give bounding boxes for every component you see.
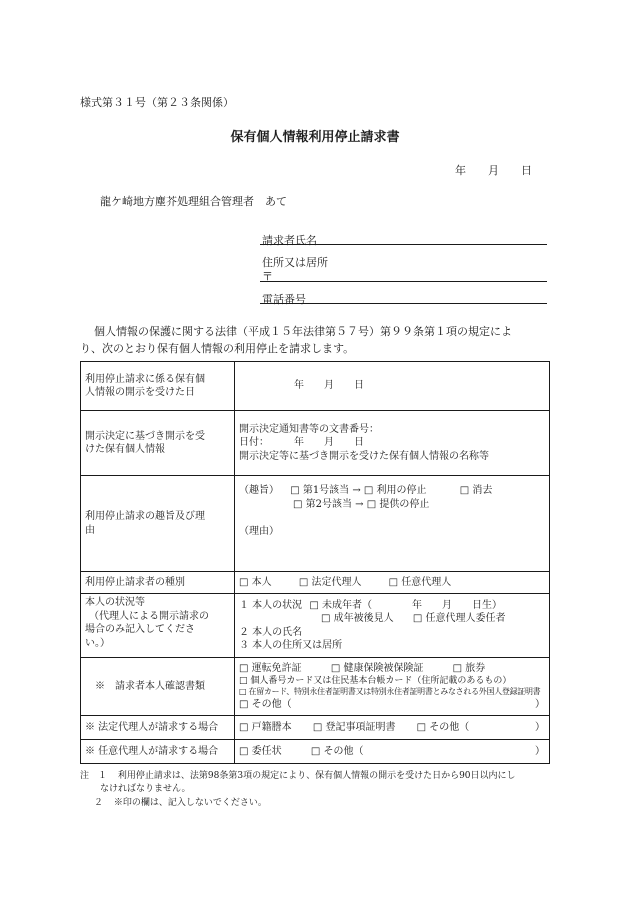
row-disclosed-info bbox=[81, 411, 550, 476]
status-delegator-checkbox[interactable]: □ 任意代理人委任者 bbox=[412, 613, 506, 624]
field-voluntary-agent[interactable]: □ 委任状 □ その他（ ） bbox=[235, 740, 550, 764]
request-form-table bbox=[80, 361, 550, 764]
label-identity-docs: ※ 請求者本人確認書類 bbox=[81, 658, 235, 716]
legal-registry-checkbox[interactable]: □ 登記事項証明書 bbox=[312, 721, 396, 733]
note-1-continued: なければなりません。 bbox=[100, 784, 191, 794]
row-person-status bbox=[81, 594, 550, 658]
label-disclosure-date: 利用停止請求に係る保有個 人情報の開示を受けた日 bbox=[81, 362, 235, 411]
purpose-option-2[interactable]: □ 第2号該当 → □ 提供の停止 bbox=[293, 498, 430, 510]
field-requester-type[interactable] bbox=[235, 572, 550, 594]
row-voluntary-agent bbox=[81, 740, 550, 764]
label-voluntary-agent: ※ 任意代理人が請求する場合 bbox=[81, 740, 235, 764]
reason-label: （理由） bbox=[239, 526, 279, 537]
label-legal-agent: ※ 法定代理人が請求する場合 bbox=[81, 716, 235, 740]
note-1: 注 １ 利用停止請求は、法第98条第3項の規定により、保有個人情報の開示を受けた日から90日以内にし bbox=[80, 771, 516, 781]
type-self-checkbox[interactable]: □ 本人 bbox=[239, 576, 272, 588]
purpose-option-erase[interactable]: □ 消去 bbox=[459, 485, 493, 496]
row-purpose bbox=[81, 476, 550, 572]
requester-name-line[interactable] bbox=[260, 244, 547, 245]
field-disclosure-date[interactable]: 年 月 日 bbox=[235, 362, 550, 411]
legal-koseki-checkbox[interactable]: □ 戸籍謄本 bbox=[239, 721, 292, 733]
address-label: 住所又は居所 bbox=[262, 256, 328, 269]
voluntary-other-checkbox[interactable]: □ その他（ bbox=[310, 745, 364, 757]
id-passport-checkbox[interactable]: □ 旅券 bbox=[452, 662, 486, 674]
row-requester-type bbox=[81, 572, 550, 594]
id-health-insurance-checkbox[interactable]: □ 健康保険被保険証 bbox=[330, 662, 424, 674]
addressee: 龍ケ崎地方塵芥処理組合管理者 あて bbox=[100, 195, 287, 208]
id-other-checkbox[interactable]: □ その他（ bbox=[239, 698, 292, 710]
field-disclosed-info[interactable]: 開示決定通知書等の文書番号： 日付： 年 月 日 開示決定等に基づき開示を受けた保有個人情報の名称等 bbox=[235, 411, 550, 476]
voluntary-power-of-attorney-checkbox[interactable]: □ 委任状 bbox=[239, 745, 282, 757]
legal-other-checkbox[interactable]: □ その他（ bbox=[416, 721, 470, 733]
row-legal-agent bbox=[81, 716, 550, 740]
type-voluntary-agent-checkbox[interactable]: □ 任意代理人 bbox=[388, 576, 452, 588]
row-disclosure-date bbox=[81, 362, 550, 411]
type-legal-agent-checkbox[interactable]: □ 法定代理人 bbox=[298, 576, 362, 588]
field-identity-docs[interactable]: □ 運転免許証 □ 健康保険被保険証 □ 旅券 □ 個人番号カード又は住民基本台帳カード（住所記載のあるもの） □ 在留カード、特別永住者証明書又は特別永住者証明書とみなされる外国人登録証明書 □ その他（ ） bbox=[235, 658, 550, 716]
field-purpose[interactable]: （趣旨） □ 第1号該当 → □ 利用の停止 □ 消去 □ 第2号該当 → □ 提供の停止 （理由） bbox=[235, 476, 550, 572]
id-mynumber-checkbox[interactable]: □ 個人番号カード又は住民基本台帳カード（住所記載のあるもの） bbox=[239, 676, 512, 687]
form-number: 様式第３１号（第２３条関係） bbox=[80, 96, 234, 109]
row-identity-docs bbox=[81, 658, 550, 716]
phone-line[interactable] bbox=[260, 303, 547, 304]
label-purpose: 利用停止請求の趣旨及び理 由 bbox=[81, 476, 235, 572]
field-person-status[interactable]: １ 本人の状況 □ 未成年者（ 年 月 日生） □ 成年被後見人 □ 任意代理人委任者 ２ 本人の氏名 ３ 本人の住所又は居所 bbox=[235, 594, 550, 658]
postal-mark: 〒 bbox=[262, 270, 273, 283]
label-requester-type: 利用停止請求者の種別 bbox=[81, 572, 235, 594]
purpose-option-1[interactable]: □ 第1号該当 → □ 利用の停止 bbox=[290, 485, 427, 496]
note-2: ２ ※印の欄は、記入しないでください。 bbox=[94, 798, 267, 808]
field-legal-agent[interactable]: □ 戸籍謄本 □ 登記事項証明書 □ その他（ ） bbox=[235, 716, 550, 740]
phone-label: 電話番号 bbox=[262, 293, 306, 306]
label-disclosed-info: 開示決定に基づき開示を受 けた保有個人情報 bbox=[81, 411, 235, 476]
id-residence-card-checkbox[interactable]: □ 在留カード、特別永住者証明書又は特別永住者証明書とみなされる外国人登録証明書 bbox=[239, 687, 541, 697]
requester-name-label: 請求者氏名 bbox=[262, 234, 317, 247]
intro-line-2: り、次のとおり保有個人情報の利用停止を請求します。 bbox=[80, 342, 355, 355]
address-line[interactable] bbox=[260, 281, 547, 282]
document-title: 保有個人情報利用停止請求書 bbox=[230, 130, 400, 145]
status-guardian-checkbox[interactable]: □ 成年被後見人 bbox=[321, 613, 394, 624]
label-person-status: 本人の状況等 （代理人による開示請求の 場合のみ記入してくださ い。） bbox=[81, 594, 235, 658]
id-driver-license-checkbox[interactable]: □ 運転免許証 bbox=[239, 662, 302, 674]
status-minor-checkbox[interactable]: □ 未成年者（ 年 月 日生） bbox=[309, 599, 503, 611]
intro-line-1: 個人情報の保護に関する法律（平成１５年法律第５７号）第９９条第１項の規定によ bbox=[94, 325, 512, 338]
date-line: 年 月 日 bbox=[455, 164, 532, 177]
